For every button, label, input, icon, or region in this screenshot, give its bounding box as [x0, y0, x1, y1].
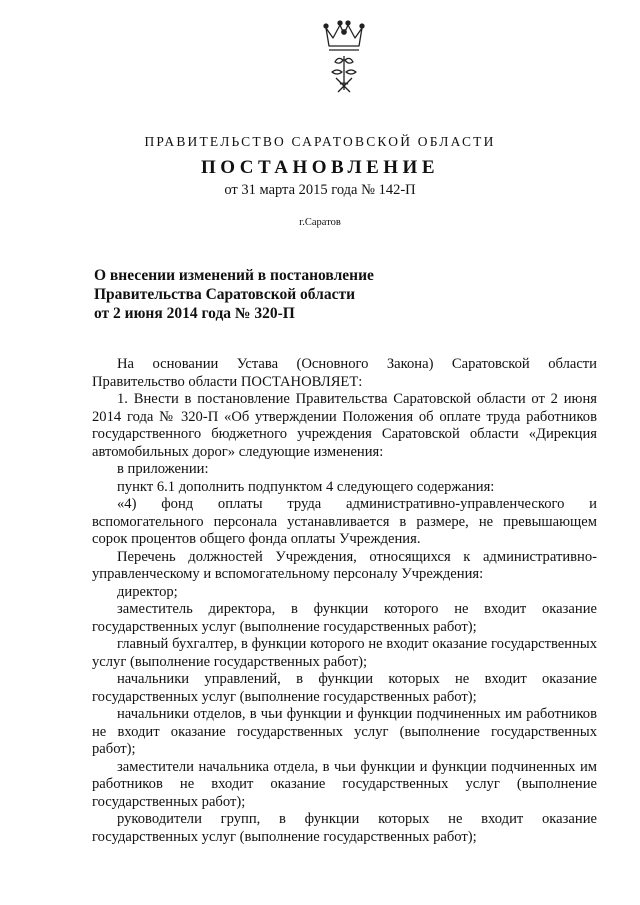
subject-line: Правительства Саратовской области — [94, 286, 355, 303]
subject-line: от 2 июня 2014 года № 320-П — [94, 305, 295, 322]
government-name: ПРАВИТЕЛЬСТВО САРАТОВСКОЙ ОБЛАСТИ — [144, 134, 496, 149]
document-date-number: от 31 марта 2015 года № 142-П — [224, 182, 416, 198]
body-paragraph: директор; — [117, 583, 178, 600]
body-paragraph: заместитель директора, в функции которого не входит оказание государственных услуг (выполнение государственных работ); — [92, 601, 597, 635]
body-paragraph: начальники отделов, в чьи функции и функции подчиненных им работников не входит оказание государственных услуг (выполнение государственных работ); — [92, 706, 597, 757]
body-paragraph: 1. Внести в постановление Правительства Саратовской области от 2 июня 2014 года № 320-П «Об утверждении Положения об оплате труда работников государственного бюджетного учреждения Саратовской области «Дирекция автомобильных дорог» следующие изменения: — [92, 391, 597, 460]
body-paragraph: главный бухгалтер, в функции которого не входит оказание государственных услуг (выполнение государственных работ); — [92, 636, 597, 670]
subject-line: О внесении изменений в постановление — [94, 267, 374, 284]
coat-of-arms-emblem — [316, 16, 372, 94]
body-paragraph: начальники управлений, в функции которых не входит оказание государственных услуг (выполнение государственных работ); — [92, 671, 597, 705]
body-paragraph: пункт 6.1 дополнить подпунктом 4 следующего содержания: — [117, 478, 495, 495]
document-body — [92, 356, 597, 846]
body-paragraph: заместители начальника отдела, в чьи функции и функции подчиненных им работников не входит оказание государственных услуг (выполнение государственных работ); — [92, 758, 597, 810]
body-paragraph: Перечень должностей Учреждения, относящихся к административно-управленческому и вспомогательному персоналу Учреждения: — [92, 548, 597, 582]
body-paragraph: в приложении: — [117, 461, 209, 477]
document-type-title: ПОСТАНОВЛЕНИЕ — [200, 157, 440, 178]
body-paragraph: руководители групп, в функции которых не входит оказание государственных услуг (выполнение государственных работ); — [92, 811, 597, 845]
document-subject — [94, 266, 374, 323]
body-paragraph: «4) фонд оплаты труда административно-управленческого и вспомогательного персонала устанавливается в размере, не превышающем сорок процентов общего фонда оплаты Учреждения. — [92, 496, 597, 547]
document-city: г.Саратов — [299, 217, 341, 228]
body-paragraph: На основании Устава (Основного Закона) Саратовской области Правительство области ПОСТАНОВЛЯЕТ: — [92, 356, 597, 390]
